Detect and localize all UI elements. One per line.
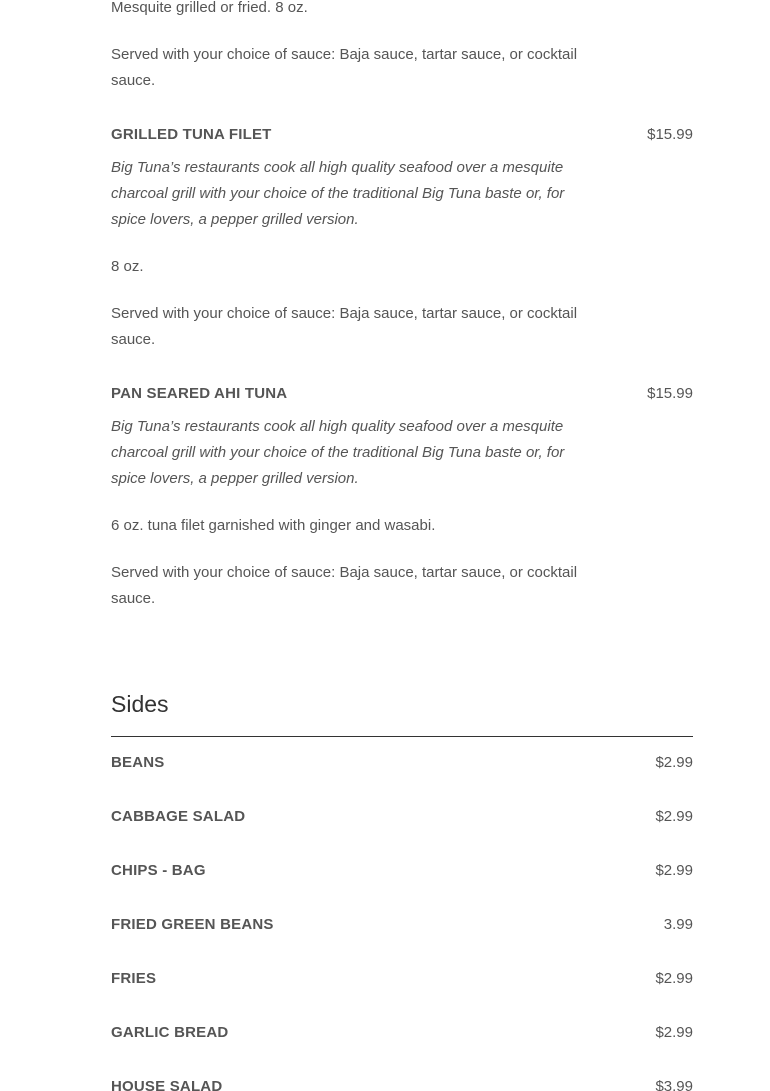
side-item-name: CABBAGE SALAD xyxy=(111,808,246,825)
section-divider xyxy=(111,736,693,737)
item-sauce-note: Served with your choice of sauce: Baja sauce, tartar sauce, or cocktail sauce. xyxy=(111,305,578,348)
menu-item-price: $15.99 xyxy=(647,385,693,402)
side-item-name: FRIES xyxy=(111,970,157,987)
side-item-price: $2.99 xyxy=(655,808,693,825)
side-item-name: BEANS xyxy=(111,754,165,771)
item-detail: 6 oz. tuna filet garnished with ginger and wasabi. xyxy=(111,517,436,534)
menu-item-description: Big Tuna’s restaurants cook all high quality seafood over a mesquite charcoal grill with your choice of the traditional Big Tuna baste or, for spice lovers, a pepper grilled version. xyxy=(111,418,565,487)
side-item-price: 3.99 xyxy=(663,916,693,933)
item-sauce-note: Served with your choice of sauce: Baja sauce, tartar sauce, or cocktail sauce. xyxy=(111,564,578,607)
side-item-price: $2.99 xyxy=(655,970,693,987)
item-detail: Mesquite grilled or fried. 8 oz. xyxy=(111,0,308,16)
menu-item-price: $15.99 xyxy=(647,126,693,143)
side-item-price: $3.99 xyxy=(655,1078,693,1091)
side-item-name: HOUSE SALAD xyxy=(111,1078,223,1091)
menu-item-name: GRILLED TUNA FILET xyxy=(111,126,272,143)
item-detail: 8 oz. xyxy=(111,258,144,275)
side-item-price: $2.99 xyxy=(655,862,693,879)
side-item-price: $2.99 xyxy=(655,754,693,771)
menu-item-description: Big Tuna’s restaurants cook all high quality seafood over a mesquite charcoal grill with your choice of the traditional Big Tuna baste or, for spice lovers, a pepper grilled version. xyxy=(111,159,565,228)
menu-item-name: PAN SEARED AHI TUNA xyxy=(111,385,288,402)
side-item-name: CHIPS - BAG xyxy=(111,862,206,879)
side-item-price: $2.99 xyxy=(655,1024,693,1041)
item-sauce-note: Served with your choice of sauce: Baja sauce, tartar sauce, or cocktail sauce. xyxy=(111,46,578,89)
section-title-sides: Sides xyxy=(111,691,169,717)
side-item-name: GARLIC BREAD xyxy=(111,1024,229,1041)
side-item-name: FRIED GREEN BEANS xyxy=(111,916,274,933)
